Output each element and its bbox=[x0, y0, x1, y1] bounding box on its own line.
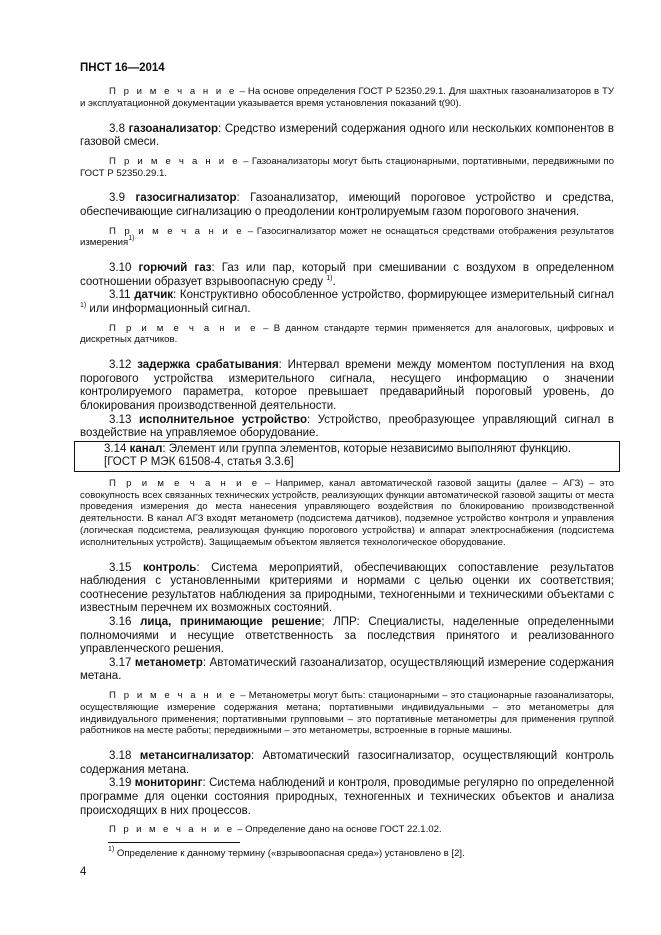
term-text-continued: или информационный сигнал. bbox=[86, 302, 251, 315]
footnote bbox=[108, 848, 465, 859]
spacer bbox=[80, 346, 614, 359]
term-name: метанометр bbox=[134, 656, 203, 669]
term-definition bbox=[80, 750, 614, 777]
note-paragraph bbox=[80, 323, 614, 347]
term-name: горючий газ bbox=[138, 262, 212, 275]
term-definition bbox=[80, 414, 614, 441]
term-text: : Средство измерений содержания одного или нескольких компонентов в газовой смеси. bbox=[80, 122, 614, 149]
term-definition bbox=[80, 123, 614, 150]
term-name: контроль bbox=[142, 561, 197, 574]
term-name: исполнительное устройство bbox=[138, 413, 307, 426]
spacer bbox=[80, 179, 614, 192]
term-name: лица, принимающие решение bbox=[140, 616, 322, 629]
footnote-mark: 1) bbox=[108, 846, 115, 853]
document-header: ПНСТ 16—2014 bbox=[80, 62, 165, 74]
term-number: 3.8 bbox=[109, 122, 125, 135]
term-text: : Газ или пар, который при смешивании с воздухом в определенном соотношении образует взрывоопасную среду bbox=[80, 262, 614, 288]
footnote-divider bbox=[108, 842, 240, 843]
note-label: П р и м е ч а н и е bbox=[109, 477, 260, 489]
note-text: – На основе определения ГОСТ Р 52350.29.1. Для шахтных газоанализаторов в ТУ и эксплуатационной документации указывается время установления показаний t(90). bbox=[80, 86, 614, 109]
note-text: – Метанометры могут быть: стационарными – это стационарные газоанализаторы, осуществляющие измерение содержания метана; портативными индивидуальными – это метанометры для индивидуального применения; портативными групповыми – это портативные метанометры для применения группой работников на месте работы; передвижными – это метанометры, встроенные в горные машины. bbox=[80, 690, 614, 737]
note-label: П р и м е ч а н и е bbox=[109, 155, 240, 167]
note-paragraph bbox=[80, 690, 614, 737]
term-definition bbox=[80, 359, 614, 413]
note-paragraph bbox=[80, 478, 614, 549]
term-text: : Газоанализатор, имеющий пороговое устройство и средства, обеспечивающие сигнализацию о преодолении контролируемым газом порогового значения. bbox=[80, 192, 614, 218]
note-paragraph bbox=[80, 156, 614, 180]
note-label: П р и м е ч а н и е bbox=[109, 86, 237, 97]
term-name: мониторинг bbox=[134, 777, 203, 790]
note-text: – Например, канал автоматической газовой защиты (далее – АГЗ) – это совокупность всех связанных технических устройств, реализующих функции автоматической газовой защиты от места проведения измерения до места нанесения управляющего воздействия по блокированию производственной деятельности. В канал АГЗ входят метанометр (подсистема датчиков), подземное устройство контроля и управления (логическая подсистема, реализующая функцию порогового устройства) и аппарат электроснабжения (подсистема исполнительных устройств). Защищаемым объектом является технологическое оборудование. bbox=[80, 477, 615, 548]
note-text: – Газоанализаторы могут быть стационарными, портативными, передвижными по ГОСТ Р 52350.29.1. bbox=[80, 155, 615, 179]
term-name: задержка срабатывания bbox=[137, 359, 279, 372]
term-number: 3.19 bbox=[109, 777, 132, 790]
spacer bbox=[80, 110, 614, 123]
term-text: : Интервал времени между моментом поступления на вход порогового устройства измерительного сигнала, несущего информацию о значении контролируемого параметра, которое превышает предаварийный пороговый уровень, до блокирования производственной деятельности. bbox=[80, 359, 614, 412]
term-text: : Автоматический газоанализатор, осуществляющий измерение содержания метана. bbox=[80, 656, 614, 683]
term-definition bbox=[80, 192, 614, 219]
note-text: – Определение дано на основе ГОСТ 22.1.02. bbox=[234, 824, 442, 836]
term-name: метансигнализатор bbox=[139, 750, 251, 763]
term-number: 3.18 bbox=[109, 750, 132, 763]
note-text: – В данном стандарте термин применяется для аналоговых, цифровых и дискретных датчиков. bbox=[80, 322, 614, 346]
page-number: 4 bbox=[80, 866, 87, 878]
term-definition bbox=[80, 289, 614, 316]
term-number: 3.11 bbox=[109, 289, 131, 302]
term-text: : Система наблюдений и контроля, проводимые регулярно по определенной программе для оценки состояния природных, техногенных и технических объектов и анализа происходящих в них процессов. bbox=[80, 777, 614, 817]
footnote-ref: 1) bbox=[80, 301, 87, 309]
term-text-continued: . bbox=[332, 275, 336, 288]
term-text: : Автоматический газосигнализатор, осуществляющий контроль содержания метана. bbox=[80, 750, 614, 776]
note-label: П р и м е ч а н и е bbox=[109, 690, 238, 701]
boxed-term-definition bbox=[74, 441, 620, 472]
term-definition bbox=[80, 262, 614, 289]
note-label: П р и м е ч а н и е bbox=[109, 824, 235, 836]
term-definition bbox=[80, 777, 614, 818]
term-number: 3.13 bbox=[109, 413, 132, 426]
note-paragraph bbox=[80, 824, 614, 836]
spacer bbox=[80, 737, 614, 750]
term-number: 3.12 bbox=[109, 359, 132, 372]
term-definition bbox=[104, 443, 613, 457]
term-number: 3.9 bbox=[109, 192, 125, 205]
term-reference: [ГОСТ Р МЭК 61508-4, статья 3.3.6] bbox=[104, 456, 294, 469]
footnote-ref: 1) bbox=[326, 274, 333, 282]
note-label: П р и м е ч а н и е bbox=[109, 225, 244, 237]
term-name: датчик bbox=[134, 289, 174, 302]
term-text: : Элемент или группа элементов, которые независимо выполняют функцию. bbox=[162, 442, 571, 455]
term-text: : Конструктивно обособленное устройство, формирующее измерительный сигнал bbox=[173, 289, 614, 302]
term-number: 3.17 bbox=[109, 656, 132, 669]
note-text: – Газосигнализатор может не оснащаться средствами отображения результатов измерения bbox=[80, 225, 614, 249]
term-definition bbox=[80, 616, 614, 657]
term-definition bbox=[80, 657, 614, 684]
term-number: 3.15 bbox=[109, 561, 132, 574]
note-label: П р и м е ч а н и е bbox=[109, 322, 258, 334]
term-number: 3.14 bbox=[104, 442, 127, 455]
note-paragraph bbox=[80, 86, 614, 110]
term-definition bbox=[80, 562, 614, 616]
spacer bbox=[80, 249, 614, 262]
footnote-text: Определение к данному термину («взрывоопасная среда») установлено в [2]. bbox=[114, 848, 465, 859]
term-text: : Устройство, преобразующее управляющий сигнал в воздействие на управляемое оборудование. bbox=[80, 413, 614, 440]
term-name: газоанализатор bbox=[128, 122, 219, 135]
term-name: газосигнализатор bbox=[135, 192, 237, 205]
term-number: 3.16 bbox=[109, 616, 132, 629]
term-number: 3.10 bbox=[109, 262, 132, 275]
term-name: канал bbox=[129, 442, 163, 455]
footnote-ref: 1) bbox=[128, 235, 135, 243]
note-paragraph bbox=[80, 226, 614, 250]
spacer bbox=[80, 549, 614, 562]
document-body bbox=[80, 86, 614, 836]
term-text: : Система мероприятий, обеспечивающих сопоставление результатов наблюдения с установленными критериями и нормами с целью оценки их соответствия; соотнесение результатов наблюдения за природными, техногенными и техническими объектами с известным перечнем их возможных состояний. bbox=[80, 561, 614, 615]
term-text: ; ЛПР: Специалисты, наделенные определенными полномочиями и несущие ответственность за последствия принятого и реализованного управленческого решения. bbox=[80, 616, 614, 656]
